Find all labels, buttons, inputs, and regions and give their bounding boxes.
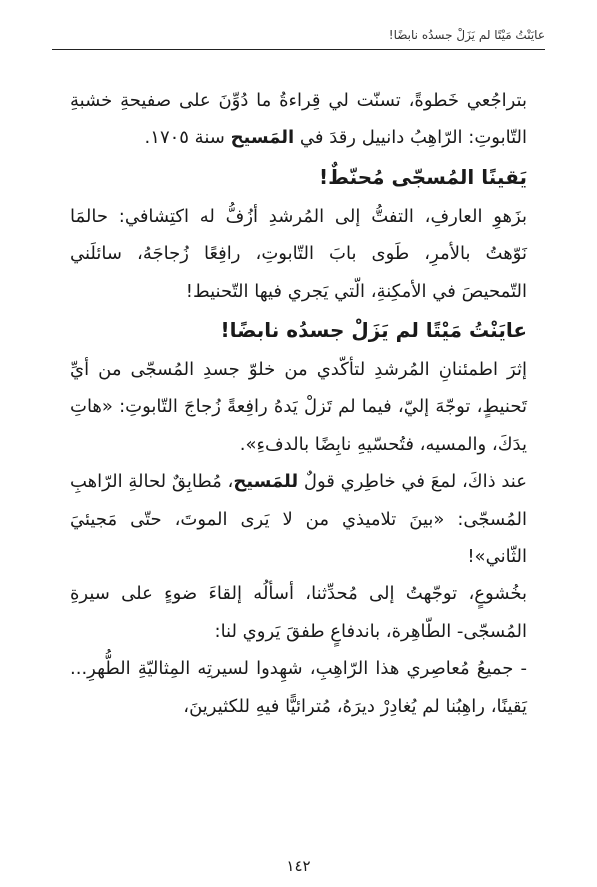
bold-text: يَقينًا المُسجّى مُحنّطٌ!	[319, 164, 527, 189]
text-run: ، مُطابِقٌ لحالةِ الرّاهبِ المُسجّى: «بينَ تلاميذي من لا يَرى الموتَ، حتّى مَجيئيَ الثّاني»!	[70, 471, 527, 568]
paragraph	[70, 351, 527, 463]
header-rule	[52, 49, 545, 50]
text-run: سنة ١٧٠٥.	[144, 127, 231, 149]
paragraph	[70, 198, 527, 310]
text-run: عند ذاكَ، لمعَ في خاطِري قولٌ	[298, 471, 527, 493]
text-run: - جميعُ مُعاصِري هذا الرّاهِبِ، شهِدوا لسيرتِه المِثاليّةِ الطُّهرِ... يَقينًا، راهِبُنا لم يُغادِرْ ديرَهُ، مُترائيًّا فيهِ للكثيرينَ،	[70, 658, 527, 717]
bold-text: المَسيح	[230, 127, 295, 149]
page-number: ١٤٢	[286, 857, 311, 875]
bold-text: للمَسيح	[233, 471, 299, 493]
text-run: بخُشوعٍ، توجّهتُ إلى مُحدِّثنا، أسألُه إلقاءَ ضوءٍ على سيرةِ المُسجّى- الطّاهِرة، باندفاعٍ طفقَ يَروي لنا:	[70, 583, 527, 642]
text-run: إثرَ اطمئنانِ المُرشدِ لتأكّدي من خلوّ جسدِ المُسجّى من أيِّ تَحنيطٍ، توجّهَ إليّ، فيما لم تَزلْ يَدهُ رافِعةً زُجاجَ التّابوتِ: «هاتِ يدَكَ، والمسيه، فتُحسّيهِ نابِضًا بالدفءِ».	[70, 359, 527, 455]
body-text	[70, 82, 527, 725]
section-heading	[70, 157, 527, 198]
section-heading	[70, 310, 527, 351]
paragraph	[70, 575, 527, 650]
paragraph	[70, 650, 527, 725]
paragraph	[70, 463, 527, 575]
bold-text: عايَنْتُ مَيْتًا لم يَزَلْ جسدُه نابضًا!	[220, 318, 527, 343]
paragraph	[70, 82, 527, 157]
running-head: عايَنْتُ مَيْتًا لم يَزَلْ جسدُه نابضًا!	[388, 28, 545, 42]
text-run: بزَهوِ العارفِ، التفتُّ إلى المُرشدِ أزُفُّ له اكتِشافي: حالمَا نَوّهتُ بالأمرِ، طَوى بابَ التّابوتِ، رافِعًا زُجاجَهُ، سائلَني التّمحيصَ في الأمكِنةِ، الّتي يَجري فيها التّحنيط!	[70, 205, 527, 302]
text-run: بتراجُعي خَطوةً، تسنّت لي قِراءةُ ما دُوِّنَ على صفيحةِ خشبةِ التّابوتِ: الرّاهِبُ دانييل رقدَ في	[70, 90, 527, 149]
